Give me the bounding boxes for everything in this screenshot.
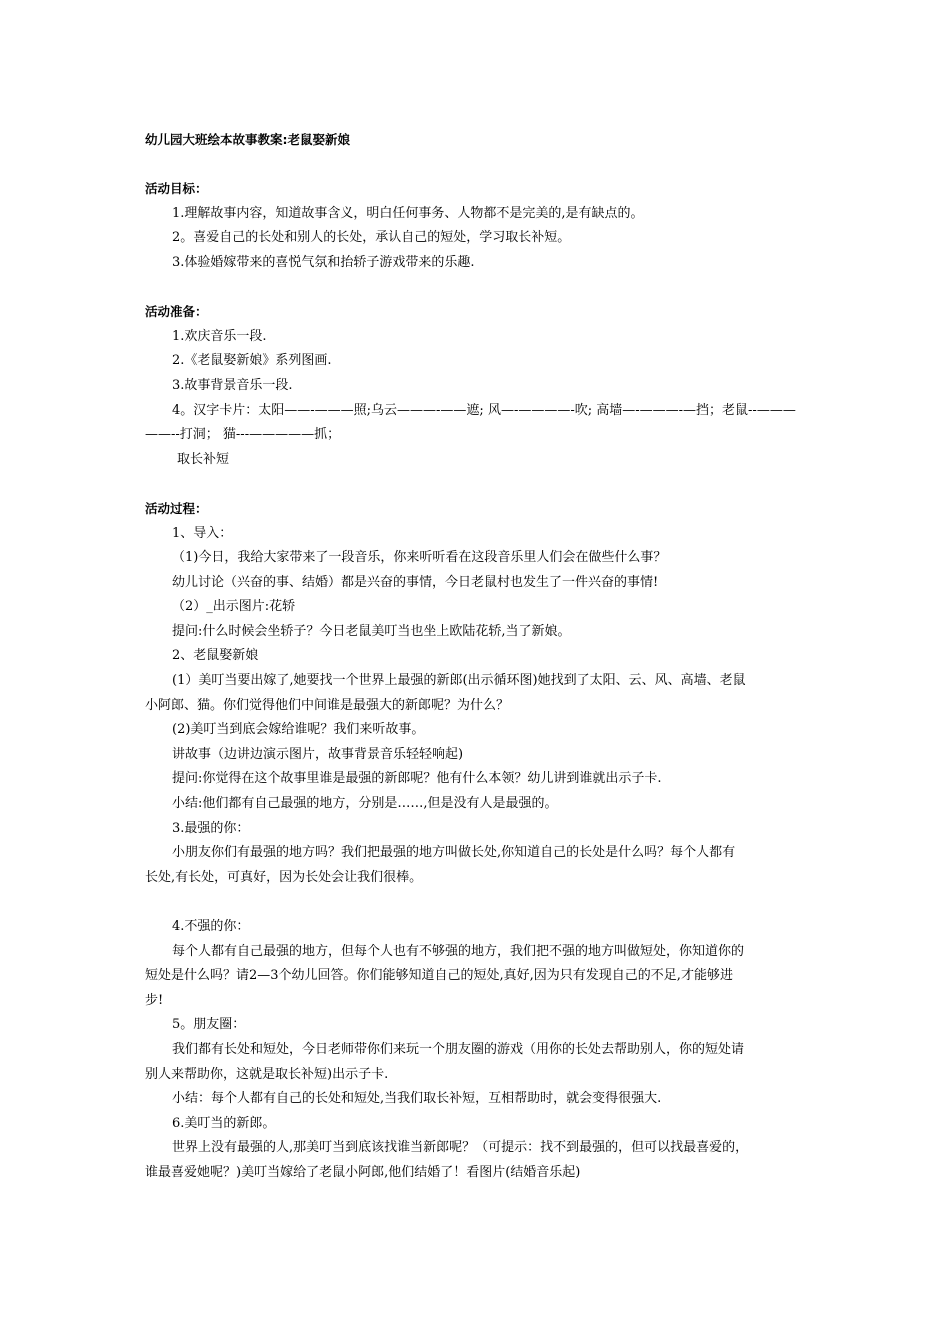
spacer — [145, 890, 809, 915]
spacer — [145, 472, 809, 497]
paragraph-continued: 谁最喜爱她呢？)美叮当嫁给了老鼠小阿郎,他们结婚了！看图片(结婚音乐起) — [145, 1164, 581, 1180]
prep-item: 2.《老鼠娶新娘》系列图画. — [172, 353, 332, 369]
goal-item: 3.体验婚嫁带来的喜悦气氛和抬轿子游戏带来的乐趣. — [172, 254, 475, 270]
paragraph: 小朋友你们有最强的地方吗？我们把最强的地方叫做长处,你知道自己的长处是什么吗？每个人都有 — [172, 845, 736, 861]
paragraph: 提问:什么时候会坐轿子？今日老鼠美叮当也坐上欧陆花轿,当了新娘。 — [172, 623, 571, 639]
prep-item: 3.故事背景音乐一段. — [172, 377, 293, 393]
section-title: 4.不强的你： — [172, 919, 250, 934]
section-title: 1、导入： — [172, 525, 233, 541]
document-page — [145, 128, 809, 1186]
goal-item: 2。喜爱自己的长处和别人的长处，承认自己的短处，学习取长补短。 — [172, 230, 571, 246]
paragraph: 提问:你觉得在这个故事里谁是最强的新郎呢？他有什么本领？幼儿讲到谁就出示子卡. — [172, 771, 662, 787]
spacer — [145, 153, 809, 178]
paragraph-continued: 别人来帮助你，这就是取长补短)出示子卡. — [145, 1066, 389, 1082]
paragraph: （1)今日，我给大家带来了一段音乐，你来听听看在这段音乐里人们会在做些什么事？ — [172, 550, 667, 566]
process-heading: 活动过程： — [145, 500, 208, 516]
section-title: 2、老鼠娶新娘 — [172, 648, 259, 664]
prep-item-cards-continued: ——--打洞； 猫---—————抓； — [145, 427, 341, 443]
paragraph: 世界上没有最强的人,那美叮当到底该找谁当新郎呢？（可提示：找不到最强的，但可以找最喜爱的， — [172, 1140, 749, 1156]
paragraph-continued: 长处,有长处，可真好，因为长处会让我们很棒。 — [145, 869, 423, 885]
paragraph: (1）美叮当要出嫁了,她要找一个世界上最强的新郎(出示循环图)她找到了太阳、云、风、高墙、老鼠 — [172, 673, 746, 689]
paragraph: (2)美叮当到底会嫁给谁呢？我们来听故事。 — [172, 722, 425, 738]
section-title: 3.最强的你： — [172, 820, 250, 836]
section-title: 6.美叮当的新郎。 — [172, 1115, 276, 1131]
prep-item-cards: 4。汉字卡片：太阳——-———照;乌云———-——遮; 风—-————-吹; 高墙—-———-—挡；老鼠--——— — [172, 402, 796, 418]
prep-item: 1.欢庆音乐一段. — [172, 328, 267, 344]
paragraph-continued: 短处是什么吗？请2—3个幼儿回答。你们能够知道自己的短处,真好,因为只有发现自己的不足,才能够进 — [145, 968, 733, 984]
document-title: 幼儿园大班绘本故事教案:老鼠娶新娘 — [145, 132, 350, 147]
paragraph: 每个人都有自己最强的地方，但每个人也有不够强的地方，我们把不强的地方叫做短处，你知道你的 — [172, 943, 745, 959]
paragraph: （2）_出示图片:花轿 — [172, 599, 296, 615]
paragraph-continued: 小阿郎、猫。你们觉得他们中间谁是最强大的新郎呢？为什么？ — [145, 697, 510, 713]
prep-heading: 活动准备： — [145, 304, 208, 320]
paragraph: 小结:他们都有自己最强的地方，分别是……,但是没有人是最强的。 — [172, 796, 558, 812]
paragraph: 小结：每个人都有自己的长处和短处,当我们取长补短，互相帮助时，就会变得很强大. — [172, 1091, 662, 1107]
goal-item: 1.理解故事内容，知道故事含义，明白任何事务、人物都不是完美的,是有缺点的。 — [172, 205, 644, 221]
paragraph: 我们都有长处和短处，今日老师带你们来玩一个朋友圈的游戏（用你的长处去帮助别人，你的短处请 — [172, 1041, 745, 1057]
paragraph: 幼儿讨论（兴奋的事、结婚）都是兴奋的事情，今日老鼠村也发生了一件兴奋的事情! — [172, 574, 659, 590]
goals-heading: 活动目标： — [145, 181, 208, 197]
spacer — [145, 276, 809, 301]
prep-extra: 取长补短 — [177, 451, 230, 467]
paragraph-continued: 步! — [145, 992, 164, 1008]
section-title: 5。朋友圈： — [172, 1017, 246, 1033]
paragraph: 讲故事（边讲边演示图片，故事背景音乐轻轻响起) — [172, 746, 464, 762]
